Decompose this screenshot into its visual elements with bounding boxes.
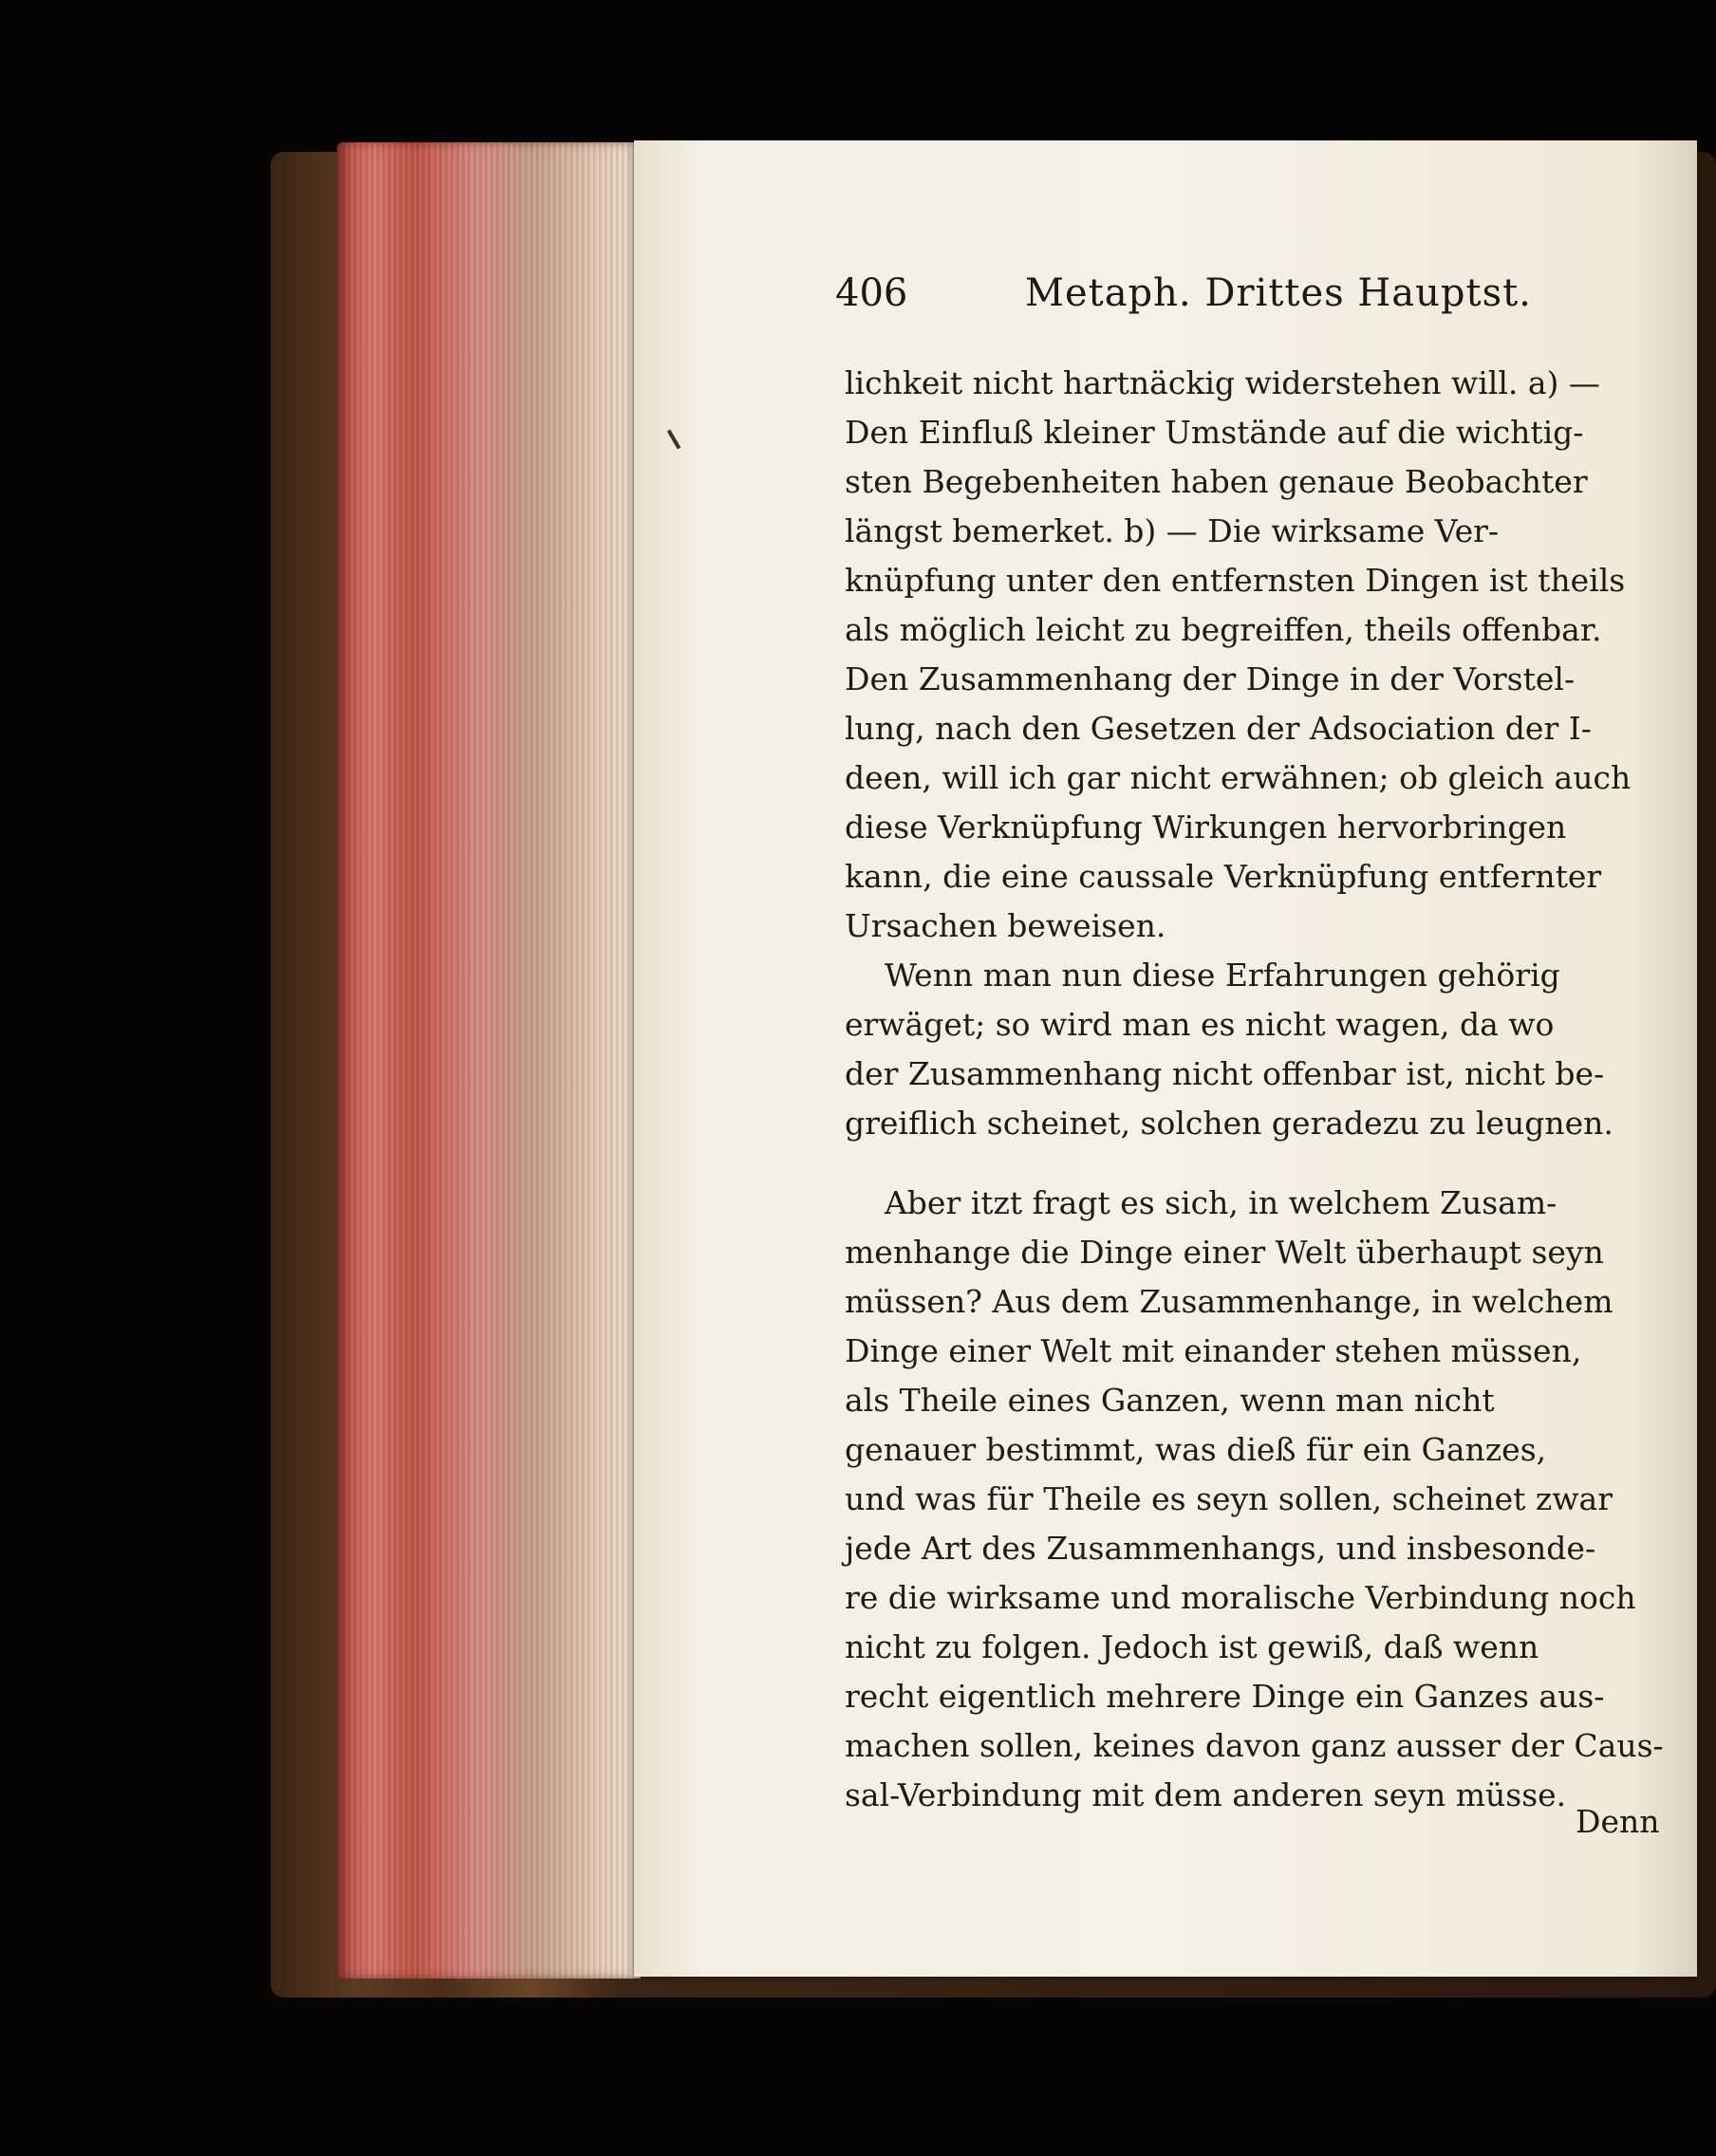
text-line: sten Begebenheiten haben genaue Beobachter [845,463,1588,500]
text-line: machen sollen, keines davon ganz ausser der Caus- [845,1727,1664,1764]
text-line: kann, die eine caussale Verknüpfung entfernter [845,858,1602,895]
text-line: Ursachen beweisen. [845,907,1166,944]
body-text [845,359,1664,1820]
page-header [835,271,1613,328]
text-line: Den Einfluß kleiner Umstände auf die wichtig- [845,414,1584,451]
text-line: müssen? Aus dem Zusammenhange, in welchem [845,1283,1613,1320]
text-line: genauer bestimmt, was dieß für ein Ganzes, [845,1431,1547,1468]
text-line: menhange die Dinge einer Welt überhaupt seyn [845,1234,1604,1271]
text-line: als möglich leicht zu begreiffen, theils offenbar. [845,611,1602,648]
text-line: Aber itzt fragt es sich, in welchem Zusam- [845,1184,1557,1221]
text-line: längst bemerket. b) — Die wirksame Ver- [845,512,1500,549]
text-line: recht eigentlich mehrere Dinge ein Ganzes aus- [845,1678,1605,1715]
text-line: Dinge einer Welt mit einander stehen müssen, [845,1332,1582,1369]
paragraph-gap [845,1148,1661,1179]
text-line: knüpfung unter den entfernsten Dingen ist theils [845,562,1626,599]
text-line: re die wirksame und moralische Verbindung noch [845,1579,1636,1616]
text-line: und was für Theile es seyn sollen, scheinet zwar [845,1480,1613,1517]
catchword: Denn [1576,1803,1660,1840]
text-line: lichkeit nicht hartnäckig widerstehen will. a) — [845,364,1600,401]
page-edges [337,142,641,1979]
text-line: greiflich scheinet, solchen geradezu zu leugnen. [845,1105,1613,1142]
text-line: deen, will ich gar nicht erwähnen; ob gleich auch [845,759,1632,796]
text-line: als Theile eines Ganzen, wenn man nicht [845,1382,1495,1419]
text-line: sal-Verbindung mit dem anderen seyn müsse. [845,1776,1567,1813]
text-line: der Zusammenhang nicht offenbar ist, nicht be- [845,1055,1605,1092]
text-line: jede Art des Zusammenhangs, und insbesonde- [845,1530,1596,1567]
page-number: 406 [835,271,908,315]
text-line: Den Zusammenhang der Dinge in der Vorstel- [845,660,1576,697]
text-line: diese Verknüpfung Wirkungen hervorbringen [845,808,1567,846]
text-line: nicht zu folgen. Jedoch ist gewiß, daß wenn [845,1628,1539,1665]
text-line: erwäget; so wird man es nicht wagen, da wo [845,1006,1555,1043]
text-line: Wenn man nun diese Erfahrungen gehörig [845,957,1560,994]
text-line: lung, nach den Gesetzen der Adsociation der I- [845,710,1592,747]
running-title: Metaph. Drittes Hauptst. [1025,271,1532,315]
